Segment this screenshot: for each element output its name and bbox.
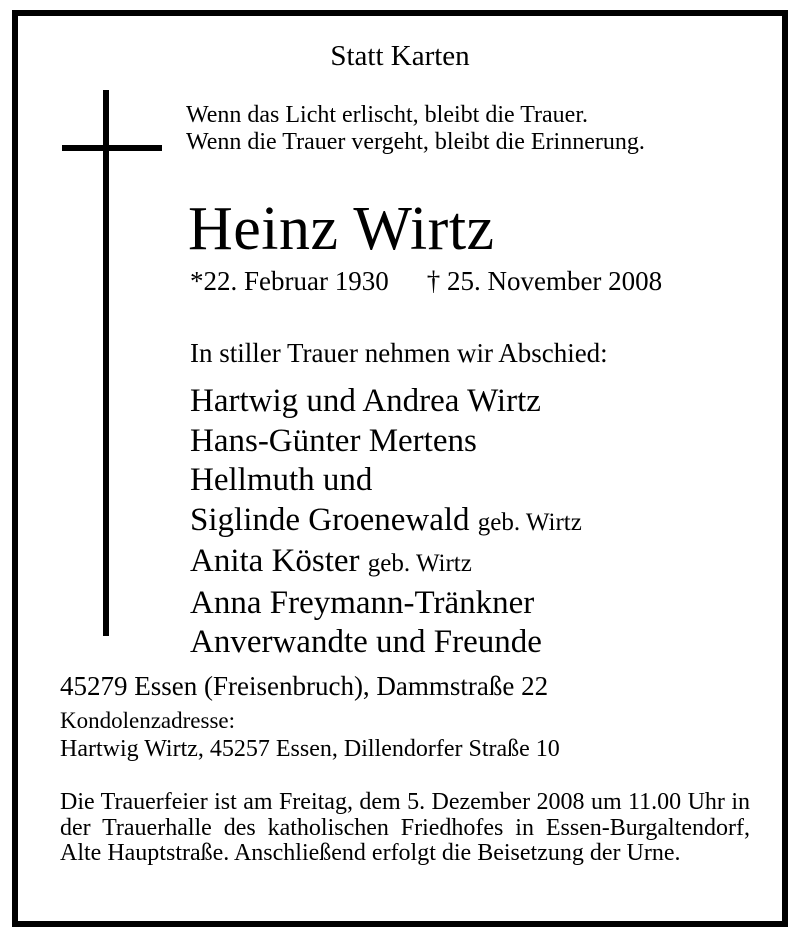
death-notice [12, 10, 788, 927]
mourner-entry [190, 461, 582, 501]
mourner-name: Anita Köster [190, 543, 360, 579]
condolence-address: Hartwig Wirtz, 45257 Essen, Dillendorfer Straße 10 [60, 736, 560, 762]
condolence-label: Kondolenzadresse: [60, 708, 235, 733]
birth-date: *22. Februar 1930 [190, 266, 389, 296]
mourning-intro: In stiller Trauer nehmen wir Abschied: [190, 338, 608, 368]
mourner-entry [190, 382, 582, 422]
mourners-list [190, 382, 582, 663]
mourner-entry [190, 584, 582, 624]
mourner-entry [190, 623, 582, 663]
mourner-name: Hellmuth und [190, 462, 373, 498]
mourner-birthname: geb. Wirtz [477, 508, 582, 536]
mourner-birthname: geb. Wirtz [367, 550, 472, 577]
mourner-name: Anna Freymann-Tränkner [190, 584, 535, 621]
funeral-details: Die Trauerfeier ist am Freitag, dem 5. Dezember 2008 um 11.00 Uhr in der Trauerhalle des katholischen Friedhofes in Essen-Burgaltendorf, Alte Hauptstraße. Anschließend erfolgt die Beisetzung der Urne. [60, 789, 750, 866]
quote-line-1: Wenn das Licht erlischt, bleibt die Trauer. [186, 102, 588, 128]
mourner-entry [190, 542, 582, 584]
header-statt-karten: Statt Karten [330, 40, 470, 72]
cross-vertical-bar [103, 90, 109, 636]
mourner-name: Siglinde Groenewald [190, 501, 470, 538]
death-date: † 25. November 2008 [426, 266, 663, 296]
deceased-name: Heinz Wirtz [188, 195, 495, 263]
family-address: 45279 Essen (Freisenbruch), Dammstraße 22 [60, 671, 549, 701]
mourner-name: Hans-Günter Mertens [190, 422, 477, 459]
cross-horizontal-bar [62, 145, 162, 151]
quote-line-2: Wenn die Trauer vergeht, bleibt die Erinnerung. [186, 129, 645, 155]
mourner-entry [190, 501, 582, 543]
life-dates [190, 266, 662, 297]
mourner-entry [190, 422, 582, 462]
mourner-name: Hartwig und Andrea Wirtz [190, 383, 541, 419]
mourner-name: Anverwandte und Freunde [190, 624, 542, 660]
